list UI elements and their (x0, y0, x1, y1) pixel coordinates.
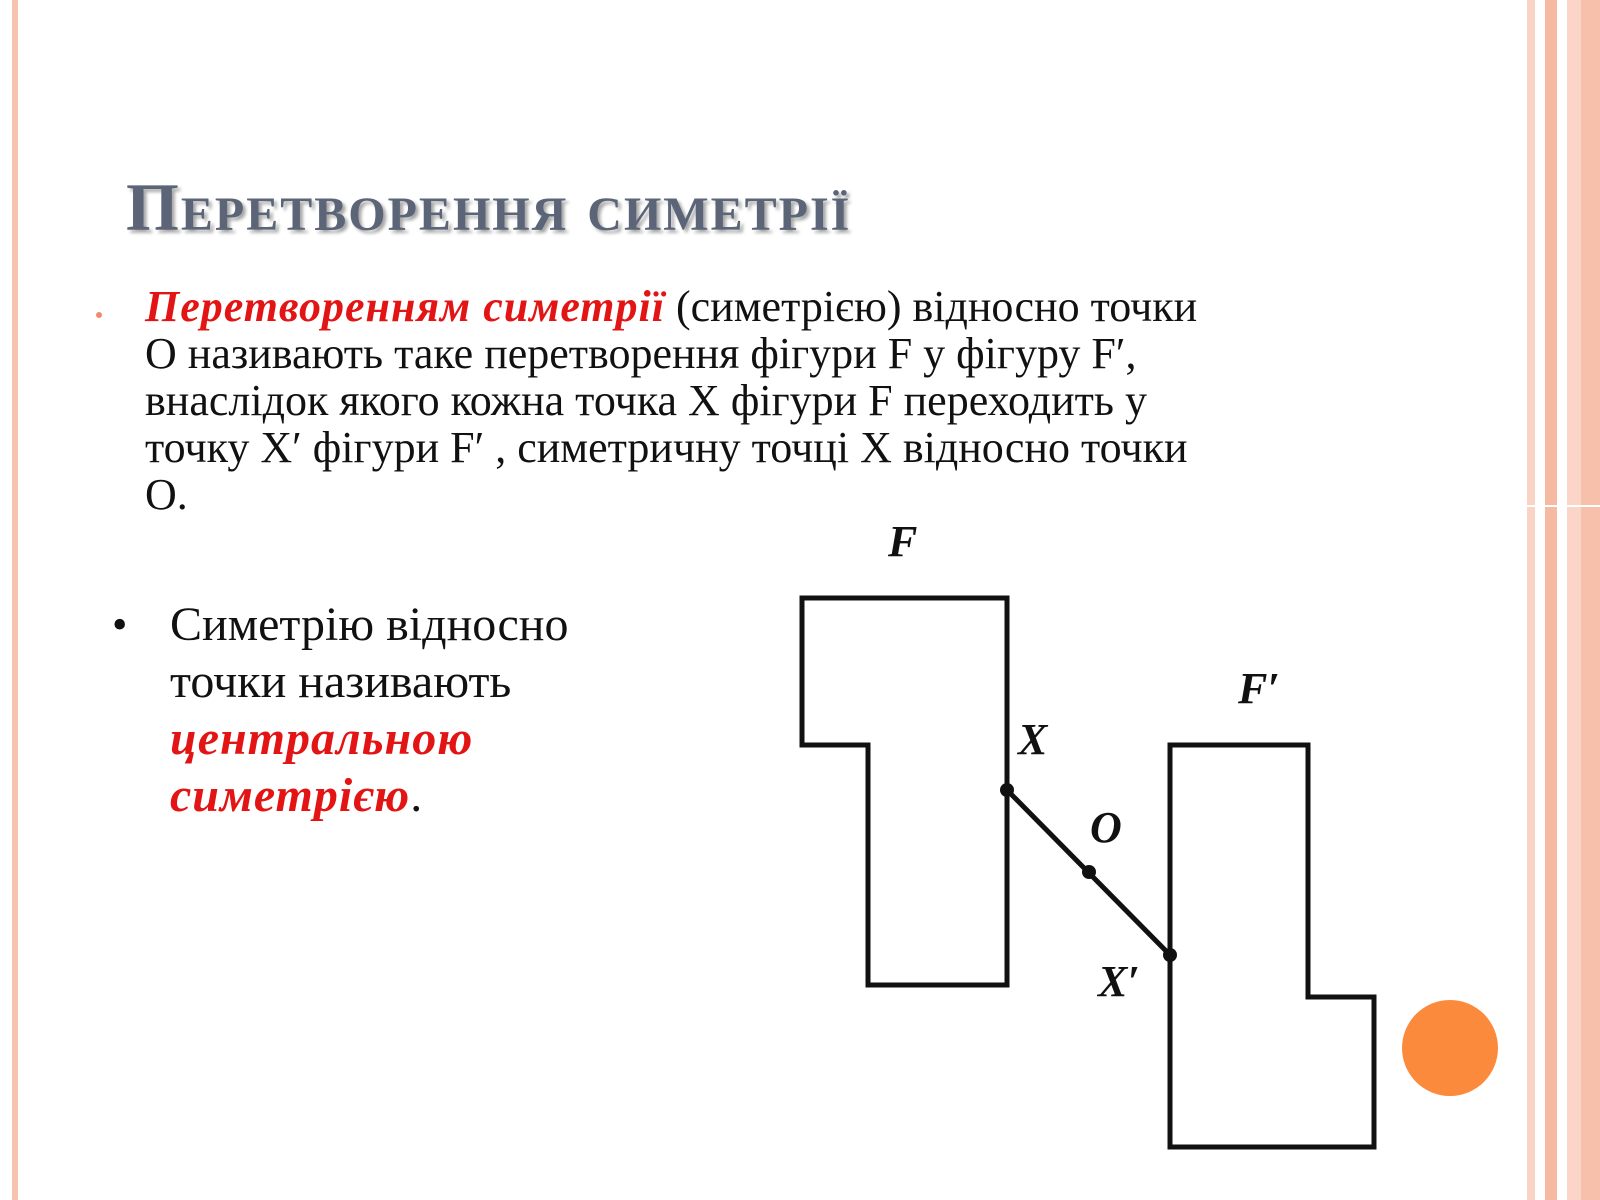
right-stripes-decoration (1527, 0, 1600, 1200)
central-term-2: симетрією (170, 769, 411, 822)
point-o (1082, 865, 1096, 879)
orange-circle-decoration (1402, 1000, 1498, 1096)
left-border-decoration (12, 0, 18, 1200)
stripe-break (1527, 505, 1600, 507)
label-x-prime: X′ (1098, 957, 1140, 1006)
figure-f-prime-outline (1170, 745, 1374, 1147)
definition-term: Перетворенням симетрії (145, 282, 665, 331)
definition-line-1: (симетрією) відносно точки (664, 282, 1198, 331)
central-line-2: точки називають (170, 655, 512, 708)
definition-line-5: О. (145, 470, 188, 519)
central-end-punct: . (410, 769, 423, 822)
bullet-icon: • (112, 600, 128, 649)
slide-title: Перетворення симетрії (126, 169, 852, 245)
central-term-1: центральною (170, 712, 474, 765)
definition-line-3: внаслідок якого кожна точка Х фігури F переходить у (145, 376, 1147, 425)
label-f: F (888, 520, 918, 566)
definition-paragraph (145, 283, 1485, 518)
label-x: X (1018, 715, 1048, 764)
figure-f-outline (802, 598, 1007, 985)
symmetry-figure (790, 520, 1410, 1180)
central-symmetry-note (112, 596, 672, 824)
bullet-icon (96, 312, 102, 318)
definition-line-2: О називають таке перетворення фігури F у фігуру F′, (145, 329, 1137, 378)
definition-line-4: точку Х′ фігури F′ , симетричну точці Х відносно точки (145, 423, 1188, 472)
label-f-prime: F′ (1238, 664, 1280, 713)
point-x-prime (1163, 948, 1177, 962)
central-line-1: Симетрію відносно (170, 598, 569, 651)
label-o: O (1090, 803, 1122, 852)
point-x (1000, 783, 1014, 797)
